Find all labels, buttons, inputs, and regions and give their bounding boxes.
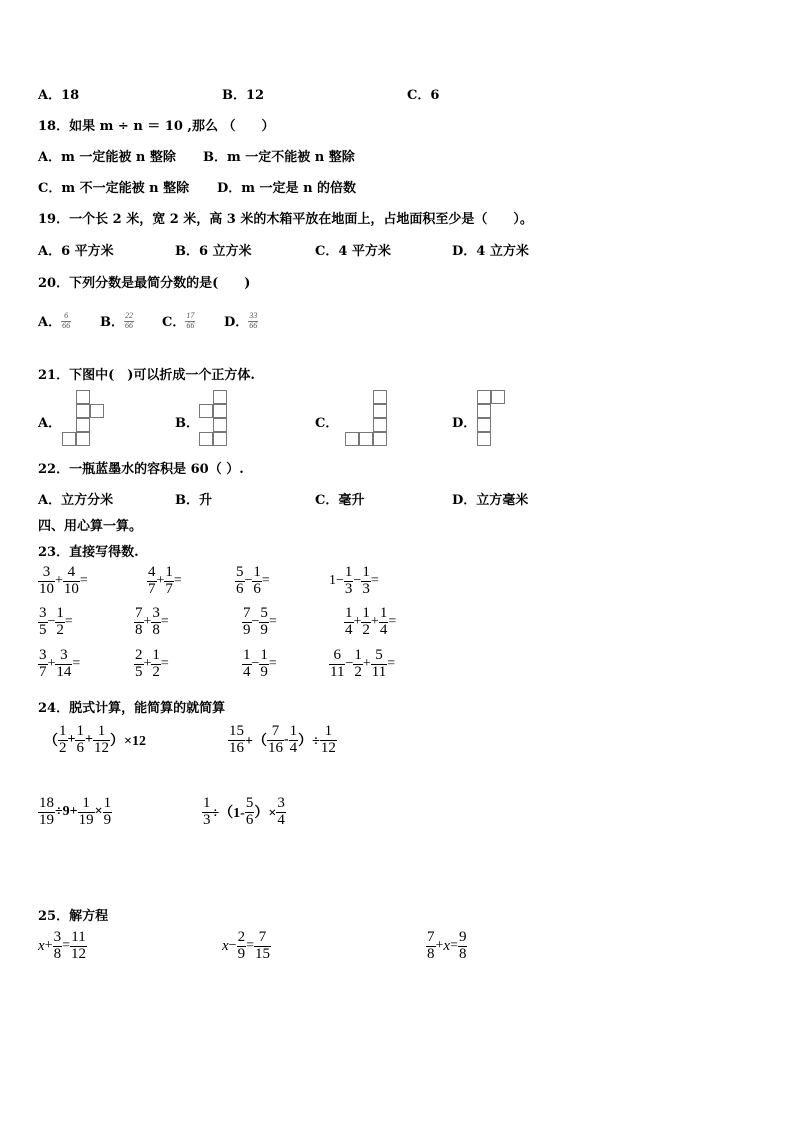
fraction: $\frac{1}{4}$ (243, 647, 251, 680)
fraction: $\frac{6}{66}$ (62, 311, 71, 330)
expression-slot (38, 606, 73, 639)
math-operator: = (450, 938, 458, 954)
fraction: $\frac{1}{2}$ (152, 647, 160, 680)
fraction: $\frac{5}{6}$ (236, 564, 244, 597)
expression-slot (147, 565, 182, 598)
q18-option-c: C．m 不一定能被 n 整除 (38, 181, 190, 196)
fraction: $\frac{11}{12}$ (70, 929, 86, 962)
q21-stem: 21．下图中( )可以折成一个正方体. (38, 368, 255, 383)
fraction: $\frac{3}{8}$ (152, 605, 160, 638)
math-operator: = (62, 938, 70, 954)
fraction: $\frac{1}{12}$ (320, 723, 336, 756)
q20-option-c: C． $\frac{17}{66}$ (162, 311, 195, 330)
math-operator: = (173, 573, 182, 589)
expression-slot (426, 930, 467, 963)
fraction: $\frac{3}{8}$ (53, 929, 62, 962)
fraction: $\frac{1}{2}$ (56, 605, 64, 638)
math-operator: + (362, 656, 371, 672)
expression-slot (329, 565, 379, 598)
math-expression (147, 565, 182, 598)
fraction: $\frac{1}{3}$ (344, 564, 353, 597)
math-operator: = (388, 614, 397, 630)
math-operator: + (143, 656, 152, 672)
math-operator: = (261, 573, 270, 589)
q20-option-b: B． $\frac{22}{66}$ (100, 311, 133, 330)
q19-option-b: B．6 立方米 (175, 244, 252, 259)
math-operator: + (55, 573, 63, 589)
fraction: $\frac{18}{19}$ (39, 795, 54, 828)
math-expression (202, 796, 286, 829)
math-operator: ÷（1- (211, 806, 245, 822)
math-expression (38, 606, 73, 639)
math-variable: x (222, 937, 229, 954)
q18-stem: 18．如果 m ÷ n ＝ 10 ,那么 （ ） (38, 119, 275, 134)
expression-slot (38, 796, 112, 829)
fraction: $\frac{33}{66}$ (249, 311, 258, 330)
math-expression (235, 565, 270, 598)
math-operator: − (228, 938, 237, 954)
math-operator: = (268, 614, 277, 630)
fraction: $\frac{1}{4}$ (379, 605, 388, 638)
math-expression (344, 606, 396, 639)
q18-option-a: A．m 一定能被 n 整除 (38, 150, 176, 165)
math-operator: = (387, 656, 396, 672)
math-operator: + (156, 573, 165, 589)
math-operator: （ (44, 734, 58, 750)
math-expression (228, 724, 337, 757)
math-expression (242, 606, 277, 639)
math-operator: − (353, 573, 362, 589)
q20-option-d: D． $\frac{33}{66}$ (224, 311, 258, 330)
expression-slot (228, 724, 337, 757)
fraction: $\frac{7}{8}$ (427, 929, 435, 962)
q20-option-a: A． $\frac{6}{66}$ (38, 311, 71, 330)
fraction: $\frac{7}{9}$ (243, 605, 251, 638)
math-expression (242, 648, 277, 681)
expression-slot (344, 606, 396, 639)
math-operator: ）× (254, 806, 277, 822)
q22-option-b: B．升 (175, 493, 212, 508)
q21-label-b: B． (175, 416, 199, 431)
fraction: $\frac{1}{2}$ (354, 647, 362, 680)
q21-label-d: D． (452, 416, 477, 431)
fraction: $\frac{1}{4}$ (289, 723, 298, 756)
math-expression (134, 606, 169, 639)
cube-net-d (477, 390, 509, 448)
fraction: $\frac{6}{11}$ (330, 647, 345, 680)
fraction: $\frac{15}{16}$ (229, 723, 244, 756)
fraction: $\frac{2}{9}$ (237, 929, 246, 962)
expression-slot (235, 565, 270, 598)
expression-slot (38, 565, 88, 598)
math-expression (329, 565, 379, 598)
math-operator: + (435, 938, 444, 954)
expression-slot (329, 648, 395, 681)
fraction: $\frac{3}{4}$ (277, 795, 285, 828)
fraction: $\frac{3}{14}$ (56, 647, 72, 680)
q21-label-a: A． (38, 416, 62, 431)
math-expression (38, 648, 80, 681)
math-operator: + (370, 614, 379, 630)
expression-slot (44, 724, 146, 757)
q19-option-c: C．4 平方米 (315, 244, 391, 259)
fraction: $\frac{1}{9}$ (260, 647, 268, 680)
math-operator: 1− (329, 573, 344, 589)
fraction: $\frac{1}{4}$ (345, 605, 353, 638)
fraction: $\frac{1}{3}$ (362, 564, 370, 597)
fraction: $\frac{1}{12}$ (93, 723, 109, 756)
math-operator: ÷9+ (55, 804, 78, 820)
math-operator: = (79, 573, 88, 589)
math-expression (426, 930, 467, 963)
math-operator: = (160, 614, 169, 630)
math-operator: − (251, 614, 260, 630)
math-expression (38, 565, 88, 598)
expression-slot (38, 930, 87, 963)
expression-slot (222, 930, 271, 963)
math-variable: x (443, 937, 451, 954)
q19-option-a: A．6 平方米 (38, 244, 114, 259)
math-operator: − (251, 656, 260, 672)
q17-option-c: C．6 (407, 88, 440, 103)
expression-slot (202, 796, 286, 829)
fraction: $\frac{1}{3}$ (203, 795, 211, 828)
q24-stem: 24．脱式计算，能简算的就简算 (38, 701, 226, 716)
q22-option-c: C．毫升 (315, 493, 365, 508)
fraction: $\frac{3}{7}$ (39, 647, 47, 680)
math-operator: = (370, 573, 379, 589)
q18-option-d: D．m 一定是 n 的倍数 (217, 181, 357, 196)
math-operator: − (47, 614, 56, 630)
fraction: $\frac{1}{9}$ (103, 795, 112, 828)
fraction: $\frac{7}{15}$ (254, 929, 270, 962)
math-expression (38, 930, 87, 963)
fraction: $\frac{9}{8}$ (458, 929, 467, 962)
fraction: $\frac{5}{6}$ (245, 795, 254, 828)
expression-slot (134, 606, 169, 639)
math-operator: +（ (245, 734, 267, 750)
math-operator: + (67, 732, 76, 748)
math-operator: ）×12 (109, 734, 146, 750)
math-operator: - (283, 732, 289, 748)
fraction: $\frac{1}{2}$ (59, 723, 67, 756)
fraction: $\frac{5}{11}$ (371, 647, 387, 680)
math-operator: = (64, 614, 73, 630)
math-expression (134, 648, 169, 681)
fraction: $\frac{4}{7}$ (148, 564, 156, 597)
math-operator: + (143, 614, 152, 630)
math-operator: + (353, 614, 362, 630)
fraction: $\frac{5}{9}$ (260, 605, 268, 638)
expression-slot (242, 606, 277, 639)
cube-net-a (62, 390, 122, 448)
fraction: $\frac{2}{5}$ (135, 647, 143, 680)
expression-slot (134, 648, 169, 681)
fraction: $\frac{1}{6}$ (76, 723, 84, 756)
q22-option-a: A．立方分米 (38, 493, 114, 508)
q19-stem: 19．一个长 2 米，宽 2 米，高 3 米的木箱平放在地面上，占地面积至少是（ ）。 (38, 212, 533, 227)
cube-net-c (345, 390, 391, 448)
fraction: $\frac{7}{16}$ (267, 723, 283, 756)
math-expression (222, 930, 271, 963)
math-expression (44, 724, 146, 757)
cube-net-b (199, 390, 239, 448)
math-variable: x (38, 937, 45, 954)
section-heading: 四、用心算一算。 (38, 519, 143, 534)
q22-stem: 22．一瓶蓝墨水的容积是 60（ ）. (38, 462, 244, 477)
math-operator: = (246, 938, 254, 954)
q23-stem: 23．直接写得数. (38, 545, 139, 560)
q17-option-b: B．12 (222, 88, 265, 103)
fraction: $\frac{1}{7}$ (165, 564, 173, 597)
fraction: $\frac{22}{66}$ (125, 311, 133, 330)
math-operator: = (160, 656, 169, 672)
math-operator: = (268, 656, 277, 672)
q21-label-c: C． (315, 416, 339, 431)
fraction: $\frac{4}{10}$ (63, 564, 79, 597)
fraction: $\frac{3}{5}$ (39, 605, 47, 638)
q18-option-b: B．m 一定不能被 n 整除 (203, 150, 355, 165)
math-expression (38, 796, 112, 829)
math-operator: + (47, 656, 56, 672)
q19-option-d: D．4 立方米 (452, 244, 529, 259)
q17-option-a: A．18 (38, 88, 80, 103)
math-expression (329, 648, 395, 681)
q25-stem: 25．解方程 (38, 909, 109, 924)
math-operator: + (44, 938, 53, 954)
q22-option-d: D．立方毫米 (452, 493, 529, 508)
fraction: $\frac{1}{19}$ (78, 795, 94, 828)
expression-slot (38, 648, 80, 681)
fraction: $\frac{1}{2}$ (362, 605, 370, 638)
expression-slot (242, 648, 277, 681)
fraction: $\frac{7}{8}$ (135, 605, 143, 638)
math-operator: − (345, 656, 354, 672)
q20-options (38, 310, 286, 330)
q20-stem: 20．下列分数是最简分数的是( ) (38, 276, 251, 291)
math-operator: ）÷ (298, 734, 320, 750)
fraction: $\frac{17}{66}$ (186, 311, 195, 330)
math-operator: + (84, 732, 93, 748)
fraction: $\frac{3}{10}$ (39, 564, 54, 597)
math-operator: × (94, 804, 103, 820)
math-operator: = (72, 656, 81, 672)
fraction: $\frac{1}{6}$ (253, 564, 261, 597)
math-operator: − (244, 573, 253, 589)
